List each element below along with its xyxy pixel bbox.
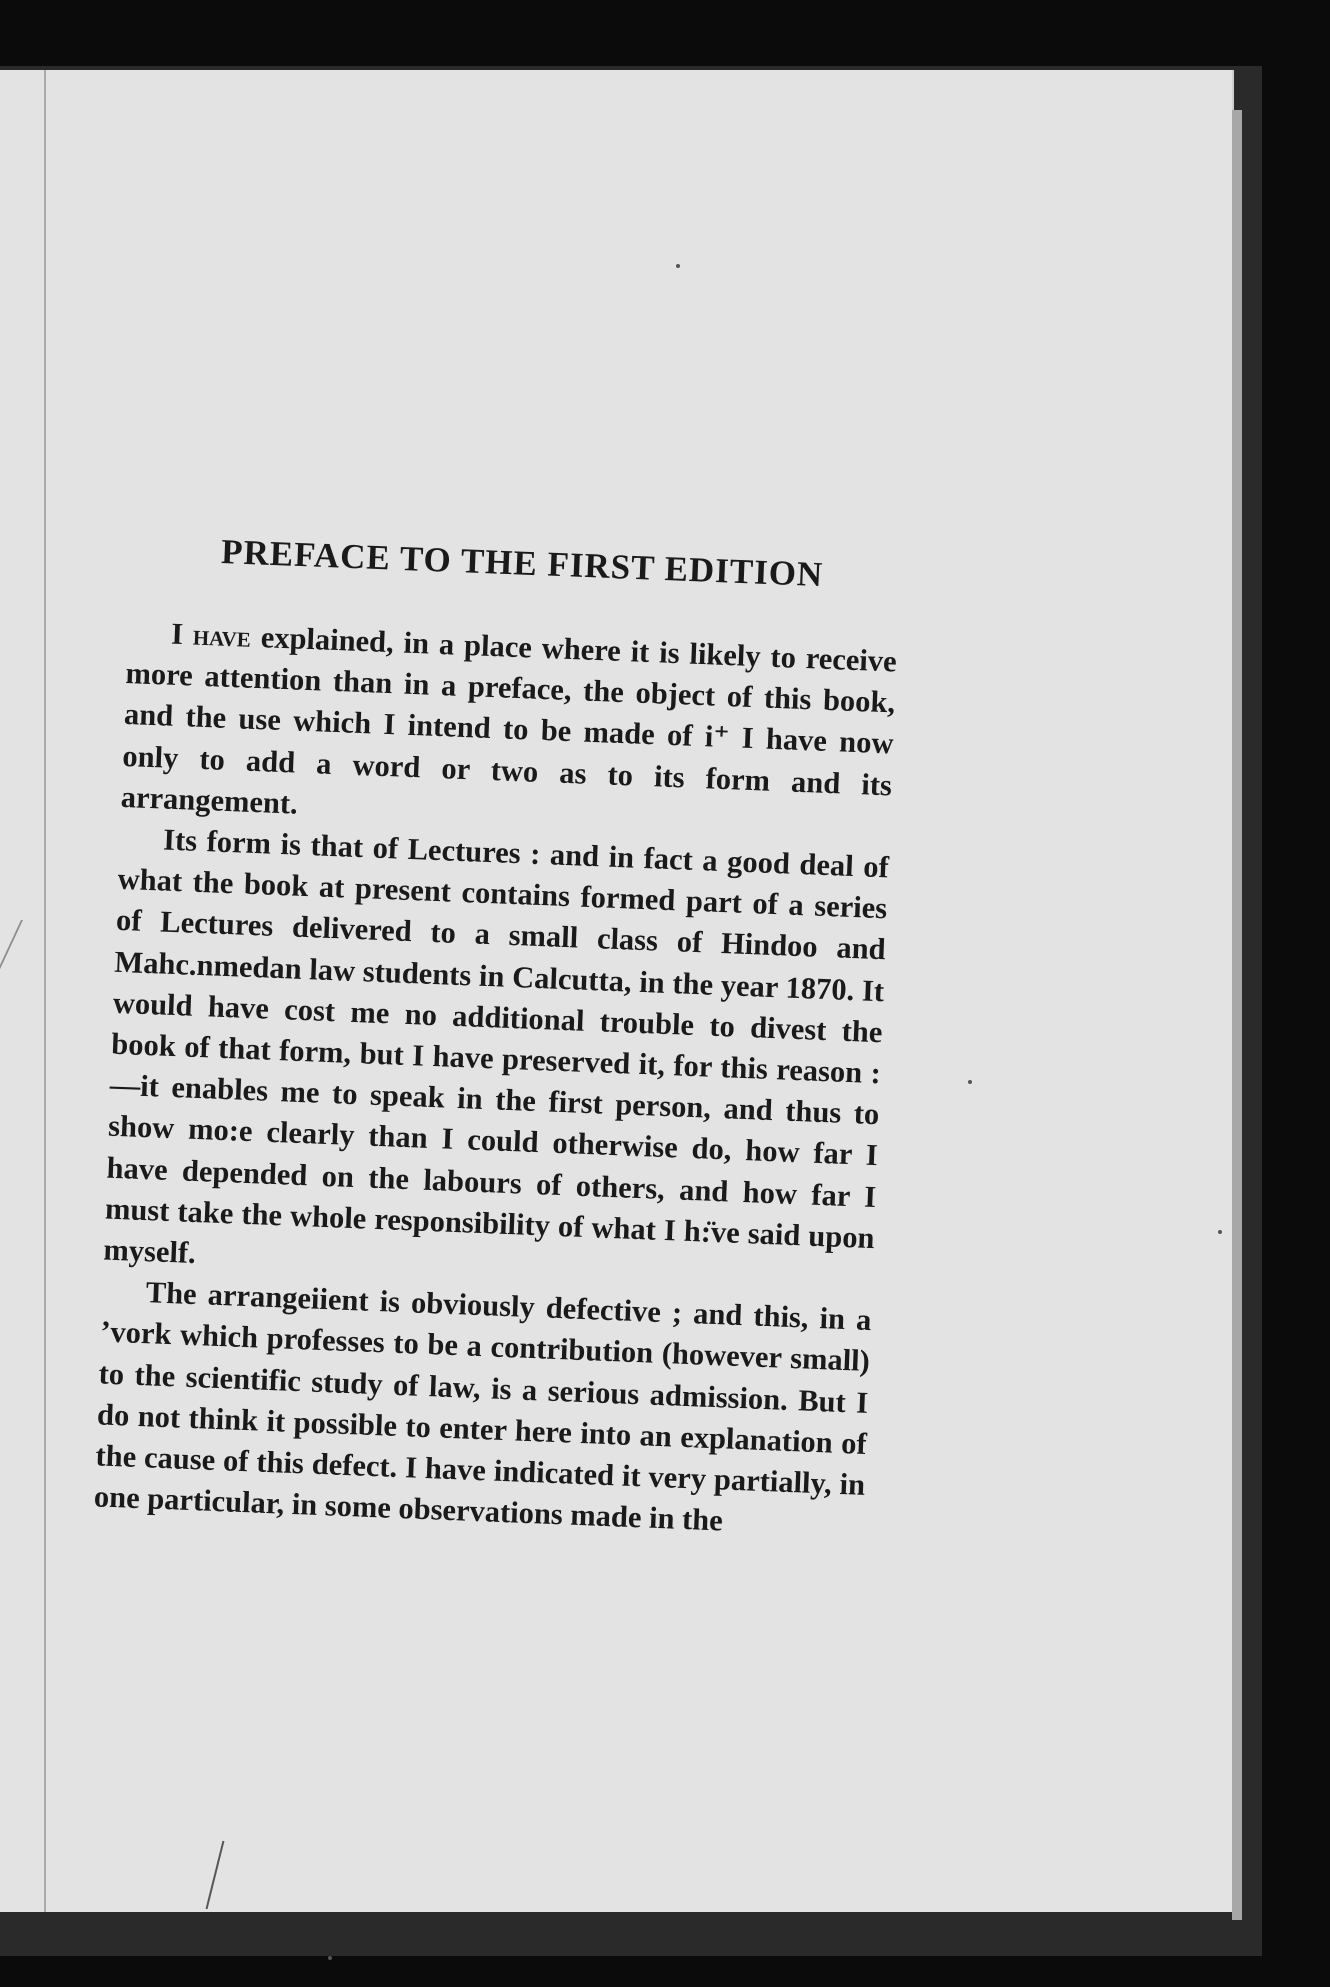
scan-speck [1218,1230,1222,1234]
paragraph-2 [103,818,890,1300]
scan-speck [328,1956,332,1960]
paragraph-text: Its form is that of Lectures : and in fact a good deal of what the book at present contains formed part of a series of Lectures delivered to a small class of Hindoo and Mahc.nmedan law students in Calcutta, in the year 1870. It would have cost me no additional trouble to divest the book of that form, but I have preserved it, for this reason :—it enables me to speak in the first person, and thus to show mo:e clearly than I could otherwise do, how far I have depended on the labours of others, and how far I must take the whole responsibility of what I h:̈ve said upon myself. [102,822,890,1271]
scan-speck [968,1080,972,1084]
paragraph-1 [120,612,897,847]
paragraph-lead: I have [170,616,252,654]
scan-speck [676,264,680,268]
paragraph-text: explained, in a place where it is likely to receive more attention than in a preface, the object of this book, and the use which I intend to be made of i⁺ I have now only to add a word or two as to its form and its arrangement. [120,619,898,821]
page-edge [1232,110,1242,1920]
paragraph-text: The arrangeiient is obviously defective ; and this, in a ʼvork which professes to be a contribution (however small) to the scientific study of law, is a serious admission. But I do not think it possible to enter here into an explanation of the cause of this defect. I have indicated it very partially, in one particular, in some observations made in the [93,1275,873,1538]
preface-body [93,612,897,1547]
gutter-line [44,70,46,1912]
page-title: PREFACE TO THE FIRST EDITION [220,532,824,595]
paragraph-3 [93,1271,872,1548]
